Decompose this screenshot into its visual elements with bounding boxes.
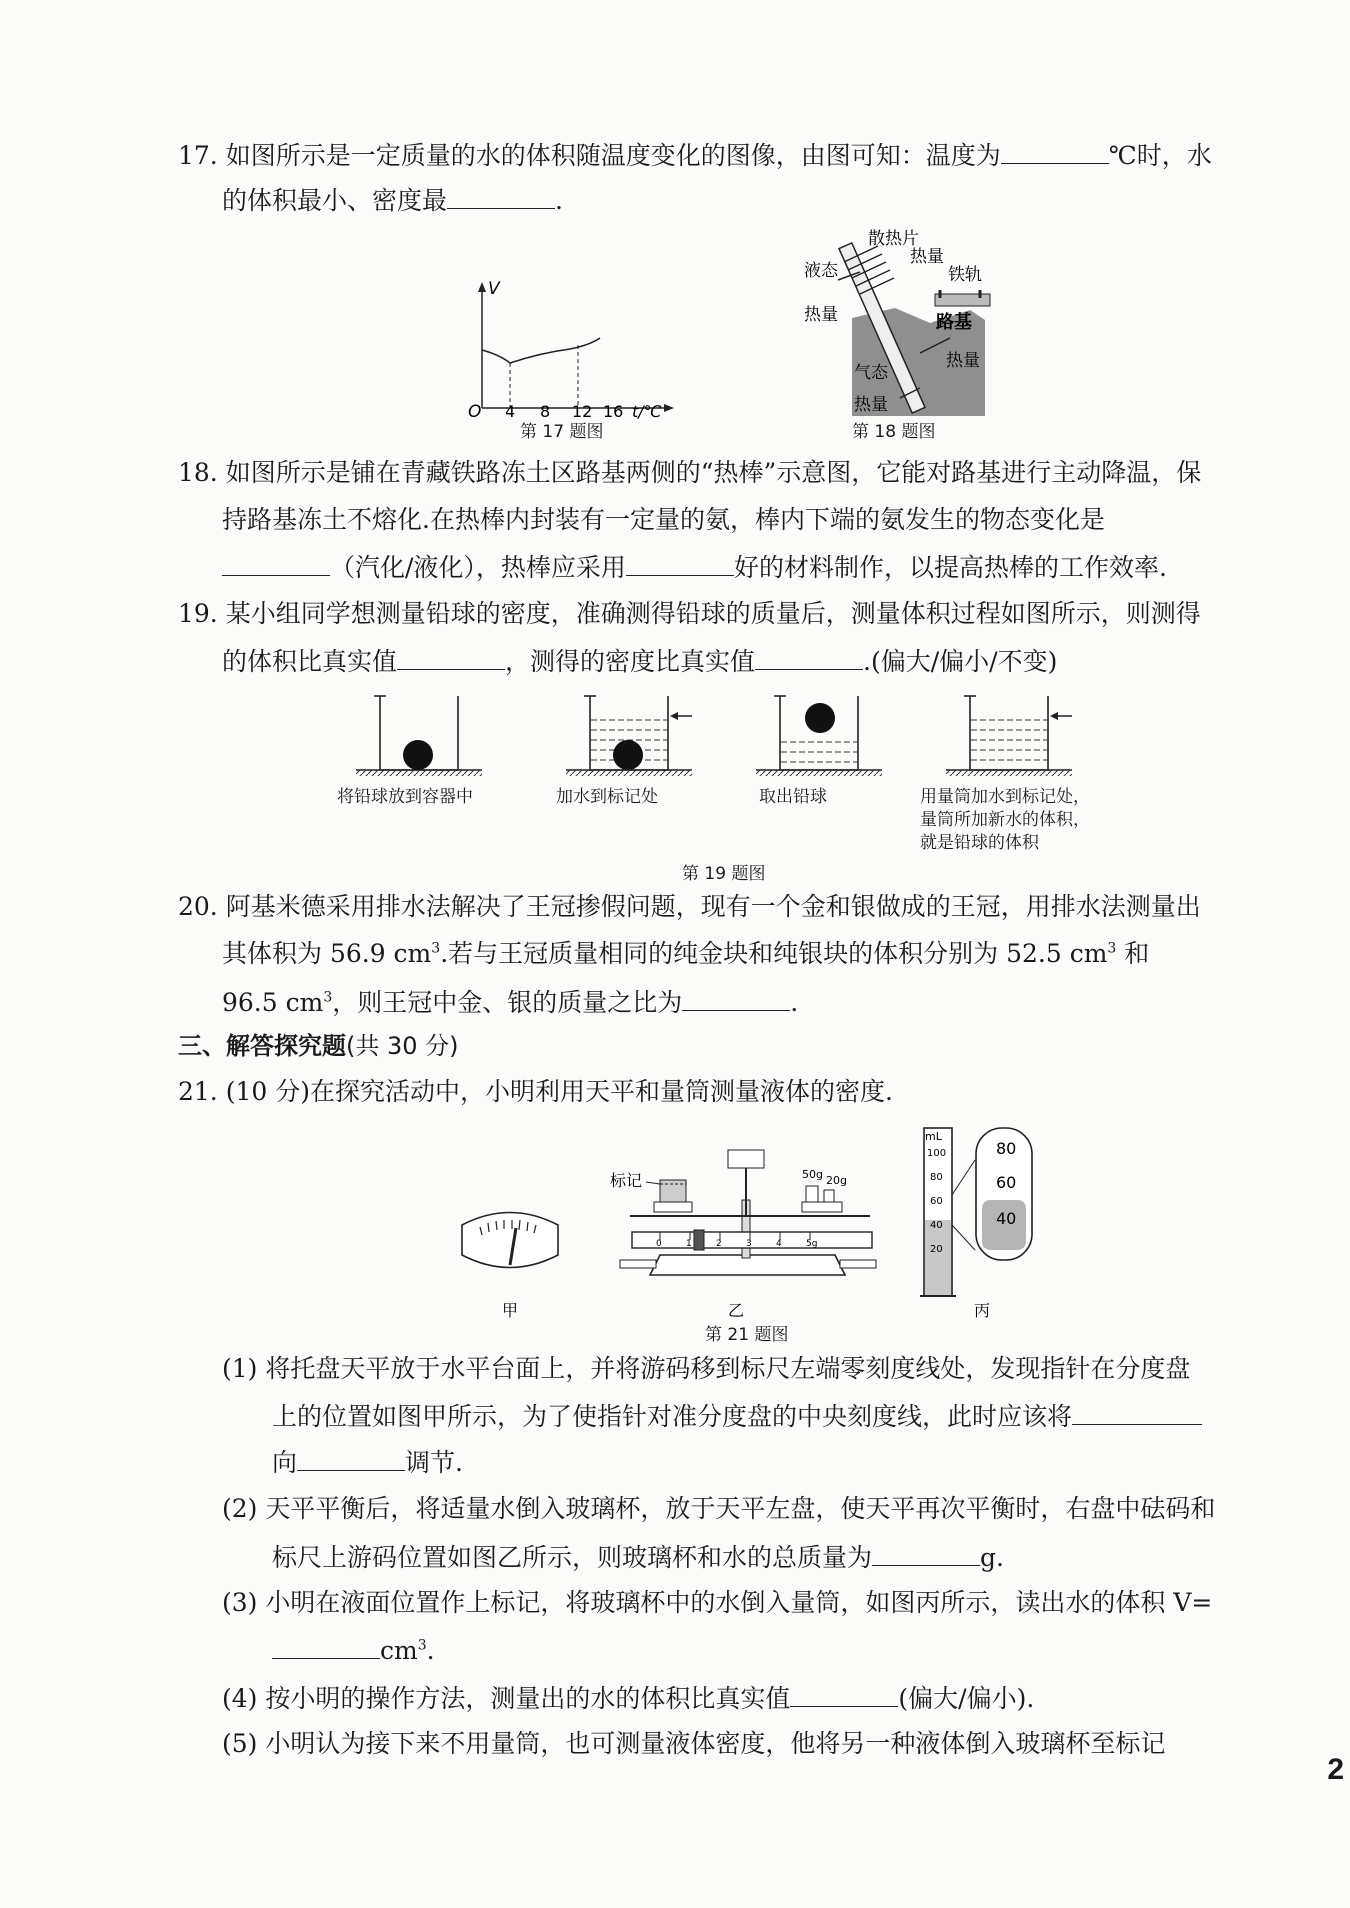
svg-text:80: 80 — [996, 1139, 1017, 1158]
question-number: 19. — [178, 599, 218, 628]
ml-label: mL — [925, 1130, 942, 1143]
svg-text:2: 2 — [716, 1239, 722, 1249]
answer-blank[interactable] — [447, 182, 555, 209]
right-pan — [802, 1202, 842, 1212]
svg-text:0: 0 — [656, 1239, 662, 1249]
answer-blank[interactable] — [872, 1539, 980, 1566]
lead-ball — [613, 740, 643, 770]
fig19-label-step2: 加水到标记处 — [556, 787, 658, 807]
q21-p3-line1: (3) 小明在液面位置作上标记，将玻璃杯中的水倒入量筒，如图丙所示，读出水的体积 V= — [222, 1588, 1213, 1617]
label-fins: 散热片 — [868, 229, 919, 249]
rider — [694, 1230, 704, 1250]
dial-jia — [462, 1213, 558, 1268]
q21-p3-line2: $cm^3$. — [272, 1632, 435, 1668]
balance-dial — [728, 1150, 764, 1168]
answer-blank[interactable] — [397, 643, 505, 670]
beaker-step1 — [356, 696, 482, 776]
answer-blank[interactable] — [1072, 1398, 1202, 1425]
q18-line2: 持路基冻土不熔化.在热棒内封装有一定量的氨，棒内下端的氨发生的物态变化是 — [222, 505, 1105, 534]
glass-cup — [660, 1180, 686, 1202]
q19-line2: 的体积比真实值 ，测得的密度比真实值 .(偏大/偏小/不变) — [222, 643, 1057, 679]
lead-ball — [403, 740, 433, 770]
q21-p1-line3: 向 调节. — [272, 1444, 463, 1480]
svg-text:20: 20 — [930, 1244, 943, 1255]
svg-text:60: 60 — [996, 1173, 1017, 1192]
fig18-caption: 第 18 题图 — [852, 422, 936, 442]
mark-arrow — [670, 712, 678, 720]
label-yi: 乙 — [728, 1301, 745, 1320]
t-label: t/℃ — [632, 402, 662, 420]
q21-p1-line2: 上的位置如图甲所示，为了使指针对准分度盘的中央刻度线，此时应该将 — [272, 1398, 1202, 1434]
fig19-label-step4-line2: 量筒所加新水的体积， — [920, 810, 1090, 830]
q19-line1: 19. 某小组同学想测量铅球的密度，准确测得铅球的质量后，测量体积过程如图所示，则测得 — [178, 599, 1201, 628]
q21-p4-line1: (4) 按小明的操作方法，测量出的水的体积比真实值 (偏大/偏小). — [222, 1680, 1034, 1716]
tick-label: 16 — [603, 402, 624, 420]
label-gas: 气态 — [854, 363, 888, 383]
tick-label: 12 — [572, 402, 593, 420]
fig19-label-step1: 将铅球放到容器中 — [337, 787, 473, 807]
lead-ball — [805, 703, 835, 733]
fig19-label-step4-line1: 用量筒加水到标记处， — [920, 787, 1090, 807]
weight-50g-label: 50g — [802, 1168, 823, 1181]
answer-blank[interactable] — [626, 549, 734, 576]
label-heat-left: 热量 — [804, 305, 838, 325]
weight-50g — [806, 1186, 818, 1202]
q21-intro: 21. (10 分)在探究活动中，小明利用天平和量筒测量液体的密度. — [178, 1077, 893, 1106]
q20-line3: 96.5 $cm^3$，则王冠中金、银的质量之比为 . — [222, 984, 798, 1020]
answer-blank[interactable] — [1001, 137, 1109, 164]
origin-label: O — [468, 402, 482, 420]
weight-20g-label: 20g — [826, 1174, 847, 1187]
answer-blank[interactable] — [272, 1632, 380, 1659]
svg-text:4: 4 — [776, 1239, 782, 1249]
fig19-label-step4-line3: 就是铅球的体积 — [920, 833, 1039, 853]
svg-text:3: 3 — [746, 1239, 752, 1249]
question-number: 20. — [178, 892, 218, 921]
svg-text:40: 40 — [996, 1209, 1017, 1228]
tick-label: 8 — [540, 402, 551, 420]
fig21-caption: 第 21 题图 — [705, 1325, 789, 1345]
answer-blank[interactable] — [297, 1444, 405, 1471]
page-number: 2 — [1327, 1753, 1344, 1786]
answer-blank[interactable] — [790, 1680, 898, 1707]
svg-text:1: 1 — [686, 1239, 692, 1249]
q20-line2: 其体积为 56.9 $cm^3$.若与王冠质量相同的纯金块和纯银块的体积分别为 52.5 $cm^3$ 和 — [222, 939, 1150, 968]
label-heat-top: 热量 — [910, 247, 944, 267]
beaker-step4 — [946, 696, 1072, 776]
svg-text:5g: 5g — [806, 1239, 818, 1249]
q20-line1: 20. 阿基米德采用排水法解决了王冠掺假问题，现有一个金和银做成的王冠，用排水法测量出 — [178, 892, 1201, 921]
beaker-step3 — [756, 696, 882, 776]
answer-blank[interactable] — [682, 984, 790, 1011]
label-heat-bottom: 热量 — [854, 395, 888, 415]
label-roadbed: 路基 — [936, 312, 972, 333]
fig18-heat-rod — [800, 228, 1010, 418]
svg-text:80: 80 — [930, 1172, 943, 1183]
cylinder-bing — [920, 1128, 1032, 1296]
mark-label: 标记 — [610, 1171, 643, 1190]
q21-p2-line1: (2) 天平平衡后，将适量水倒入玻璃杯，放于天平左盘，使天平再次平衡时，右盘中砝码和 — [222, 1494, 1216, 1523]
weight-20g — [824, 1190, 834, 1202]
fig21-balance — [450, 1120, 1060, 1320]
left-pan — [654, 1202, 692, 1212]
label-liquid: 液态 — [804, 261, 838, 281]
svg-text:60: 60 — [930, 1196, 943, 1207]
question-number: 18. — [178, 458, 218, 487]
rail — [935, 294, 990, 306]
balance-yi — [610, 1150, 876, 1275]
volume-curve — [482, 338, 600, 363]
x-axis-arrow — [664, 404, 674, 412]
answer-blank[interactable] — [755, 643, 863, 670]
label-heat-right: 热量 — [946, 351, 980, 371]
v-label: V — [488, 280, 500, 299]
fig19-caption: 第 19 题图 — [682, 864, 766, 884]
label-rail: 铁轨 — [948, 265, 982, 285]
section3-heading: 三、解答探究题(共 30 分) — [178, 1032, 459, 1060]
svg-text:100: 100 — [927, 1148, 947, 1159]
q21-p1-line1: (1) 将托盘天平放于水平台面上，并将游码移到标尺左端零刻度线处，发现指针在分度盘 — [222, 1354, 1191, 1383]
label-jia: 甲 — [502, 1301, 519, 1320]
q21-p5-line1: (5) 小明认为接下来不用量筒，也可测量液体密度，他将另一种液体倒入玻璃杯至标记 — [222, 1729, 1166, 1758]
q17-line2: 的体积最小、密度最 . — [222, 182, 563, 218]
question-number: 17. — [178, 141, 218, 170]
y-axis-arrow — [478, 282, 486, 292]
svg-text:40: 40 — [930, 1220, 943, 1231]
question-number: 21. — [178, 1077, 218, 1106]
fig19-label-step3: 取出铅球 — [759, 787, 827, 807]
answer-blank[interactable] — [222, 549, 330, 576]
fig19-steps — [350, 690, 1110, 780]
tick-label: 4 — [505, 402, 516, 420]
beaker-step2 — [566, 696, 692, 776]
fig17-caption: 第 17 题图 — [520, 422, 604, 442]
q21-p2-line2: 标尺上游码位置如图乙所示，则玻璃杯和水的总质量为 g. — [272, 1539, 1004, 1575]
fig17-graph — [460, 280, 690, 420]
mark-arrow — [1050, 712, 1058, 720]
q18-line3: （汽化/液化），热棒应采用 好的材料制作，以提高热棒的工作效率. — [222, 549, 1167, 585]
q17-line1: 17. 如图所示是一定质量的水的体积随温度变化的图像，由图可知：温度为 ℃时，水 — [178, 137, 1212, 173]
q18-line1: 18. 如图所示是铺在青藏铁路冻土区路基两侧的“热棒”示意图，它能对路基进行主动降温，保 — [178, 458, 1202, 487]
scale-ruler — [632, 1232, 872, 1248]
label-bing: 丙 — [974, 1301, 991, 1320]
